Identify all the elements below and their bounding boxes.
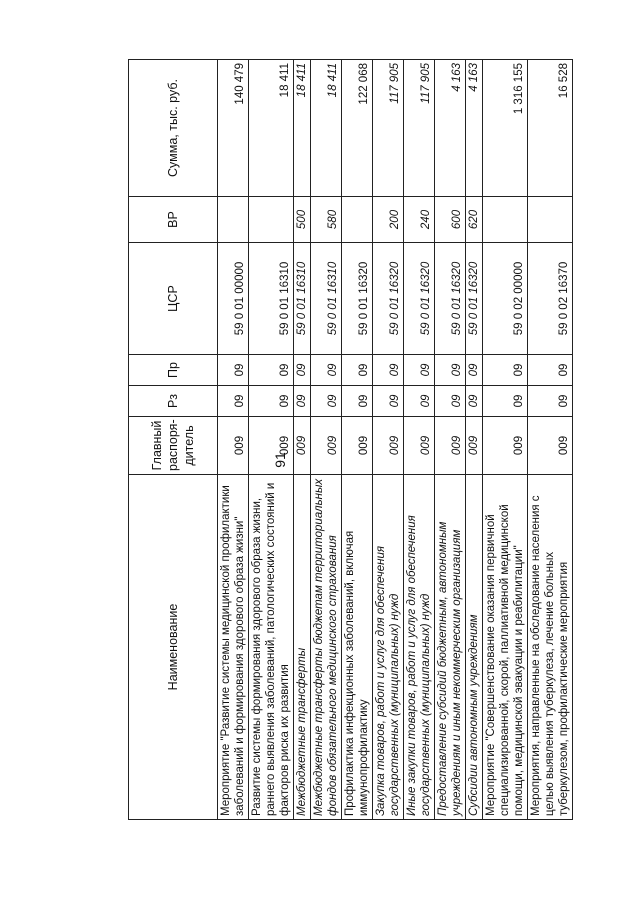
- rotated-table-area: [128, 60, 633, 820]
- table-row: [311, 60, 342, 820]
- header-csr: ЦСР: [129, 243, 218, 355]
- cell-pr: 09: [218, 355, 249, 386]
- cell-pr: 09: [483, 355, 528, 386]
- cell-name: Развитие системы формирования здорового образа жизни, раннего выявления заболеваний, патологических состояний и факторов риска их развития: [249, 475, 294, 820]
- cell-name: Закупка товаров, работ и услуг для обеспечения государственных (муниципальных) нужд: [373, 475, 404, 820]
- cell-rz: 09: [404, 386, 435, 417]
- cell-sum: 18 411: [311, 60, 342, 197]
- cell-rz: 09: [249, 386, 294, 417]
- cell-pr: 09: [404, 355, 435, 386]
- cell-sum: 1 316 155: [483, 60, 528, 197]
- cell-sum: 16 528: [528, 60, 573, 197]
- table-row: [483, 60, 528, 820]
- cell-pr: 09: [528, 355, 573, 386]
- cell-admin: 009: [218, 417, 249, 475]
- cell-name: Мероприятие "Развитие системы медицинской профилактики заболеваний и формирования здорового образа жизни": [218, 475, 249, 820]
- header-sum: Сумма, тыс. руб.: [129, 60, 218, 197]
- cell-vr: 620: [466, 197, 483, 243]
- table-row: [404, 60, 435, 820]
- table-row: [294, 60, 311, 820]
- cell-rz: 09: [528, 386, 573, 417]
- cell-pr: 09: [294, 355, 311, 386]
- cell-csr: 59 0 01 00000: [218, 243, 249, 355]
- cell-admin: 009: [483, 417, 528, 475]
- cell-name: Профилактика инфекционных заболеваний, включая иммунопрофилактику: [342, 475, 373, 820]
- cell-csr: 59 0 01 16310: [294, 243, 311, 355]
- cell-vr: [528, 197, 573, 243]
- cell-sum: 4 163: [466, 60, 483, 197]
- cell-rz: 09: [311, 386, 342, 417]
- cell-admin: 009: [466, 417, 483, 475]
- cell-rz: 09: [218, 386, 249, 417]
- table-row: [249, 60, 294, 820]
- cell-pr: 09: [342, 355, 373, 386]
- cell-name: Межбюджетные трансферты бюджетам территориальных фондов обязательного медицинского страхования: [311, 475, 342, 820]
- table-row: [435, 60, 466, 820]
- cell-vr: 600: [435, 197, 466, 243]
- cell-vr: [249, 197, 294, 243]
- cell-name: Мероприятия, направленные на обследование населения с целью выявления туберкулеза, лечение больных туберкулезом, профилактические мероприятия: [528, 475, 573, 820]
- cell-csr: 59 0 02 00000: [483, 243, 528, 355]
- cell-admin: 009: [373, 417, 404, 475]
- table-row: [218, 60, 249, 820]
- cell-admin: 009: [404, 417, 435, 475]
- header-rz: Рз: [129, 386, 218, 417]
- cell-admin: 009: [342, 417, 373, 475]
- cell-name: Межбюджетные трансферты: [294, 475, 311, 820]
- cell-vr: 200: [373, 197, 404, 243]
- cell-admin: 009: [294, 417, 311, 475]
- cell-pr: 09: [311, 355, 342, 386]
- cell-admin: 009: [311, 417, 342, 475]
- table-row: [373, 60, 404, 820]
- cell-name: Мероприятие "Совершенствование оказания первичной специализированной, скорой, паллиативной медицинской помощи, медицинской эвакуации и реабилитации": [483, 475, 528, 820]
- header-admin: Главный распоря-дитель: [129, 417, 218, 475]
- cell-rz: 09: [483, 386, 528, 417]
- header-vr: ВР: [129, 197, 218, 243]
- cell-sum: 117 905: [373, 60, 404, 197]
- cell-csr: 59 0 01 16320: [373, 243, 404, 355]
- budget-table: [128, 59, 573, 820]
- table-body: [218, 60, 573, 820]
- cell-sum: 4 163: [435, 60, 466, 197]
- cell-csr: 59 0 01 16320: [466, 243, 483, 355]
- cell-pr: 09: [373, 355, 404, 386]
- cell-csr: 59 0 01 16320: [404, 243, 435, 355]
- cell-vr: 240: [404, 197, 435, 243]
- cell-pr: 09: [249, 355, 294, 386]
- cell-sum: 18 411: [249, 60, 294, 197]
- cell-csr: 59 0 01 16320: [342, 243, 373, 355]
- budget-table-container: [128, 60, 633, 820]
- cell-rz: 09: [294, 386, 311, 417]
- cell-admin: 009: [528, 417, 573, 475]
- cell-vr: [342, 197, 373, 243]
- header-name: Наименование: [129, 475, 218, 820]
- cell-name: Иные закупки товаров, работ и услуг для обеспечения государственных (муниципальных) нужд: [404, 475, 435, 820]
- cell-admin: 009: [435, 417, 466, 475]
- table-row: [528, 60, 573, 820]
- page-number: 91: [271, 452, 288, 468]
- header-row: [129, 60, 218, 820]
- cell-csr: 59 0 02 16370: [528, 243, 573, 355]
- cell-sum: 18 411: [294, 60, 311, 197]
- table-row: [342, 60, 373, 820]
- cell-pr: 09: [435, 355, 466, 386]
- cell-sum: 140 479: [218, 60, 249, 197]
- cell-csr: 59 0 01 16310: [249, 243, 294, 355]
- cell-csr: 59 0 01 16310: [311, 243, 342, 355]
- cell-vr: 580: [311, 197, 342, 243]
- cell-pr: 09: [466, 355, 483, 386]
- cell-rz: 09: [373, 386, 404, 417]
- cell-vr: 500: [294, 197, 311, 243]
- table-row: [466, 60, 483, 820]
- cell-csr: 59 0 01 16320: [435, 243, 466, 355]
- cell-sum: 117 905: [404, 60, 435, 197]
- cell-rz: 09: [342, 386, 373, 417]
- cell-vr: [483, 197, 528, 243]
- cell-admin: 009: [249, 417, 294, 475]
- cell-name: Предоставление субсидий бюджетным, автономным учреждениям и иным некоммерческим организациям: [435, 475, 466, 820]
- cell-sum: 122 068: [342, 60, 373, 197]
- cell-rz: 09: [435, 386, 466, 417]
- cell-vr: [218, 197, 249, 243]
- cell-name: Субсидии автономным учреждениям: [466, 475, 483, 820]
- header-pr: Пр: [129, 355, 218, 386]
- cell-rz: 09: [466, 386, 483, 417]
